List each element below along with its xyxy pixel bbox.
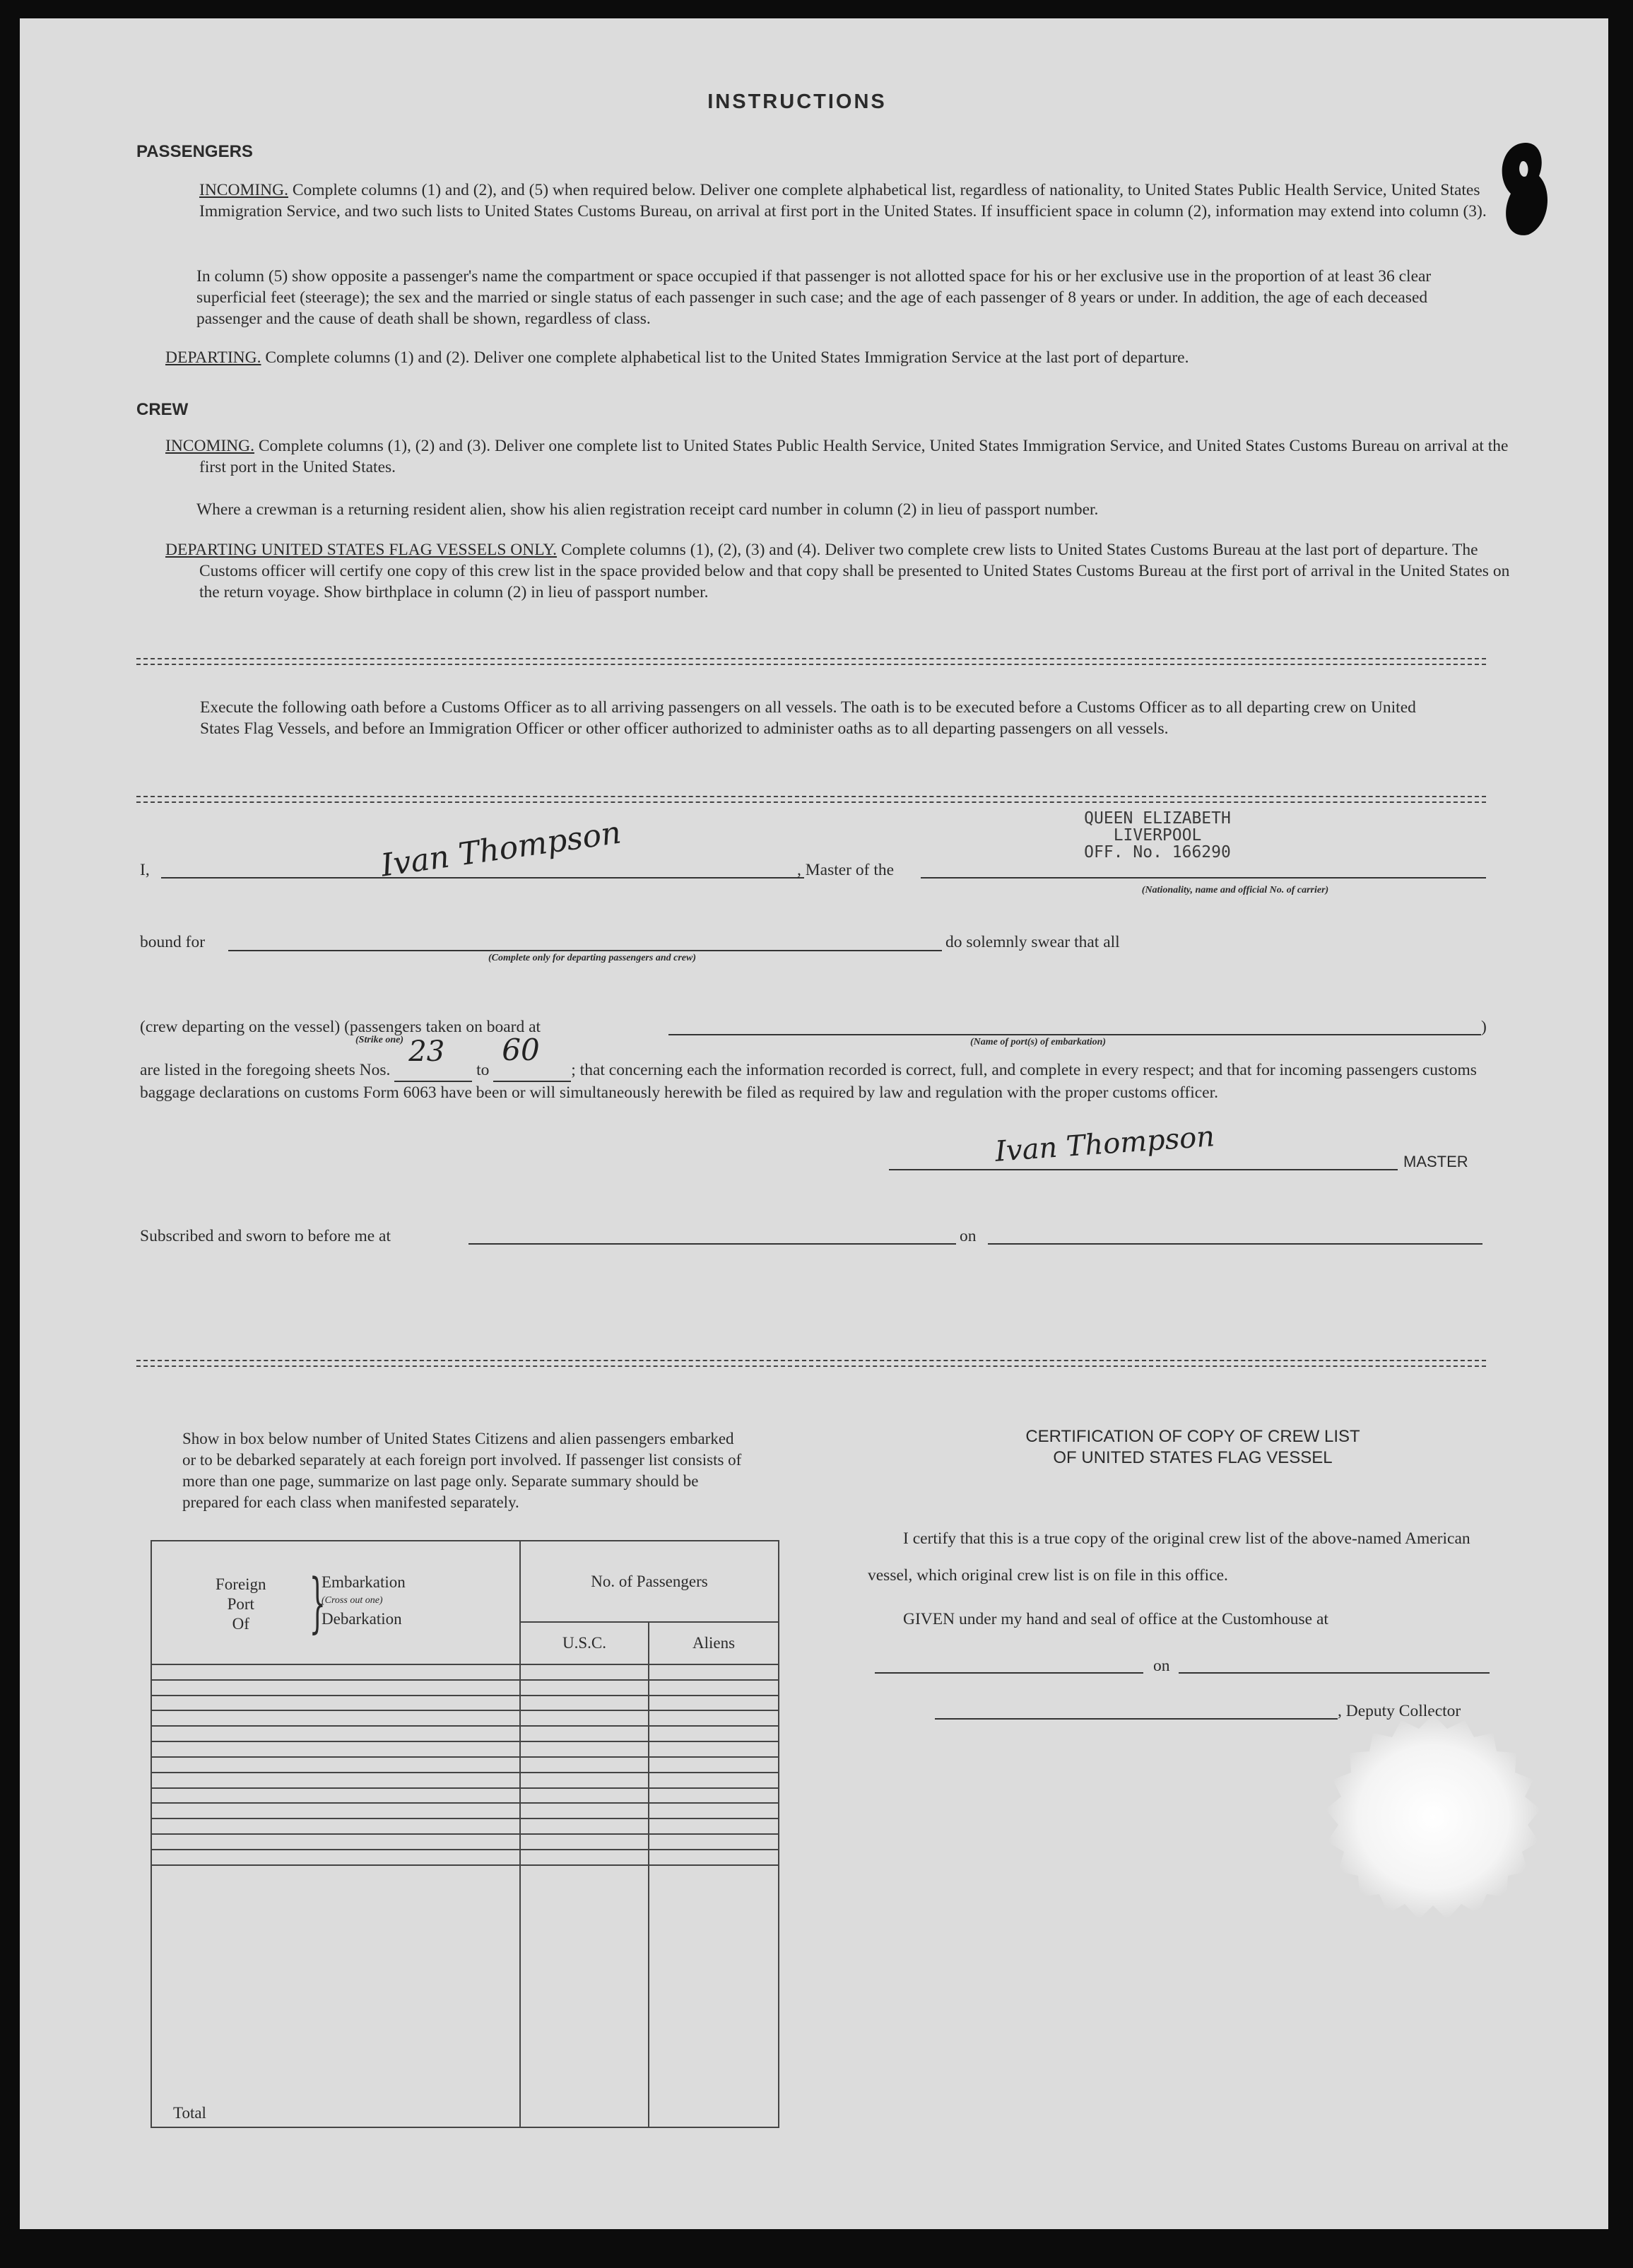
table-row	[151, 1710, 779, 1726]
crew-incoming-text: Complete columns (1), (2) and (3). Deliver one complete list to United States Public Health Service, United States Immigration Service, and United States Customs Bureau on arrival at the first port in the United States.	[199, 437, 1509, 476]
page-title: INSTRUCTIONS	[707, 90, 887, 113]
debarkation-label: Debarkation	[322, 1609, 402, 1628]
close-paren: )	[1481, 1018, 1487, 1036]
embarkation-label: Embarkation	[322, 1573, 406, 1591]
sheet-to-field	[493, 1033, 571, 1082]
brace-glyph: }	[309, 1564, 326, 1640]
table-row	[151, 1818, 779, 1834]
crew-alien-paragraph: Where a crewman is a returning resident alien, show his alien registration receipt card number in column (2) in lieu of passport number.	[196, 500, 1099, 519]
cross-out-caption: (Cross out one)	[322, 1594, 383, 1606]
sheet-from-value: 23	[408, 1035, 445, 1068]
embarkation-port-line	[668, 1034, 1481, 1035]
vessel-caption: (Nationality, name and official No. of carrier)	[1141, 885, 1329, 895]
table-row	[151, 1803, 779, 1818]
certification-on-label: on	[1153, 1657, 1170, 1675]
table-row	[151, 1726, 779, 1741]
subscribed-date-line	[988, 1243, 1482, 1245]
subscribed-on-label: on	[960, 1227, 977, 1245]
port-header-cell	[151, 1541, 520, 1664]
summary-instructions: Show in box below number of United States Citizens and alien passengers embarked or to be debarked separately at each foreign port involved. If passenger list consists of more than one page, summarize on last page only. Separate summary should be prepared for each class when manifested separately.	[182, 1430, 742, 1511]
master-signature-line	[889, 1169, 1398, 1170]
table-row	[151, 1834, 779, 1850]
deputy-collector-line	[935, 1718, 1338, 1720]
document-page	[20, 18, 1608, 2229]
bound-for-label: bound for	[140, 933, 206, 951]
vessel-stamp	[1051, 810, 1263, 861]
passengers-incoming-paragraph	[165, 180, 1514, 222]
sheet-to-value: 60	[502, 1033, 540, 1067]
table-row	[151, 1850, 779, 1865]
bound-for-caption: (Complete only for departing passengers and crew)	[488, 953, 696, 963]
oath-i-label: I,	[140, 861, 150, 879]
certification-place-line	[875, 1672, 1143, 1674]
crew-departing-label: DEPARTING UNITED STATES FLAG VESSELS ONLY.	[165, 541, 558, 559]
crew-incoming-paragraph	[165, 435, 1514, 478]
passengers-departing-label: DEPARTING.	[165, 348, 261, 367]
certification-title-line2: OF UNITED STATES FLAG VESSEL	[1053, 1448, 1333, 1467]
foreign-label: Foreign	[216, 1575, 266, 1593]
sheets-suffix: ; that concerning each the information recorded is correct, full, and complete in every respect; and that for incoming passengers customs baggage declarations on customs Form 6063 have been or will simultaneously herewith be filed as required by law and regulation with the proper customs officer.	[140, 1061, 1477, 1102]
table-row	[151, 1741, 779, 1757]
oath-divider	[136, 796, 1486, 803]
certification-date-line	[1179, 1672, 1490, 1674]
table-row	[151, 1664, 779, 1680]
table-row	[151, 1757, 779, 1773]
passenger-summary-table	[151, 1540, 779, 2128]
section-divider	[136, 658, 1486, 665]
master-of-label: , Master of the	[797, 861, 895, 879]
master-signature: Ivan Thompson	[379, 814, 624, 884]
passengers-column5-paragraph: In column (5) show opposite a passenger's name the compartment or space occupied if that passenger is not allotted space for his or her exclusive use in the proportion of at least 36 clear superficial feet (steerage); the sex and the married or single status of each passenger in such case; and the age of each passenger of 8 years or under. In addition, the age of each deceased passenger and the cause of death shall be shown, regardless of class.	[196, 267, 1432, 328]
table-row	[151, 1696, 779, 1711]
table-row	[151, 1788, 779, 1804]
of-label: Of	[232, 1614, 249, 1633]
foreign-port-of	[216, 1575, 266, 1634]
table-row	[151, 1773, 779, 1788]
crew-incoming-label: INCOMING.	[165, 437, 254, 455]
sheets-to-label: to	[476, 1061, 490, 1079]
no-of-passengers-header: No. of Passengers	[520, 1541, 779, 1622]
master-label: MASTER	[1403, 1153, 1468, 1170]
certification-given: GIVEN under my hand and seal of office at the Customhouse at	[903, 1610, 1328, 1628]
vessel-stamp-line3: OFF. No. 166290	[1084, 843, 1231, 862]
passengers-incoming-label: INCOMING.	[199, 181, 288, 199]
sheet-from-field	[394, 1035, 472, 1082]
master-signature-2: Ivan Thompson	[994, 1120, 1216, 1168]
bound-for-line	[228, 950, 942, 951]
subscribed-label: Subscribed and sworn to before me at	[140, 1227, 391, 1245]
crew-departing-text: Complete columns (1), (2), (3) and (4). Deliver two complete crew lists to United States Customs Bureau at the last port of departure. The Customs officer will certify one copy of this crew list in the space provided below and that copy shall be presented to United States Customs Bureau at the first port of arrival in the United States on the return voyage. Show birthplace in column (2) in lieu of passport number.	[199, 541, 1510, 601]
certification-text: I certify that this is a true copy of the original crew list of the above-named American vessel, which original crew list is on file in this office.	[868, 1529, 1470, 1585]
table-row	[151, 1680, 779, 1696]
swear-label: do solemnly swear that all	[945, 933, 1120, 951]
embark-debark-group	[322, 1573, 406, 1628]
embossed-seal-mark	[1306, 1708, 1560, 1948]
total-row	[151, 1865, 779, 2127]
vessel-stamp-line1: QUEEN ELIZABETH	[1084, 809, 1231, 828]
oath-intro-paragraph: Execute the following oath before a Customs Officer as to all arriving passengers on all vessels. The oath is to be executed before a Customs Officer as to all departing crew on United States Flag Vessels, and before an Immigration Officer or other officer authorized to administer oaths as to all departing passengers on all vessels.	[200, 698, 1416, 738]
crew-departing-label: (crew departing on the vessel) (passengers taken on board at	[140, 1018, 541, 1036]
certification-title	[910, 1426, 1475, 1469]
subscribed-place-line	[468, 1243, 956, 1245]
certification-title-line1: CERTIFICATION OF COPY OF CREW LIST	[1025, 1427, 1360, 1446]
vessel-stamp-line2: LIVERPOOL	[1113, 826, 1202, 845]
strike-caption: (Strike one)	[355, 1035, 404, 1045]
ports-caption: (Name of port(s) of embarkation)	[970, 1037, 1107, 1047]
total-label: Total	[151, 1865, 520, 2127]
passengers-incoming-text: Complete columns (1) and (2), and (5) when required below. Deliver one complete alphabetical list, regardless of nationality, to United States Public Health Service, United States Immigration Service, and two such lists to United States Customs Bureau, on arrival at first port in the United States. If insufficient space in column (2), information may extend into column (3).	[199, 181, 1487, 221]
passengers-departing-paragraph	[165, 347, 1480, 368]
passengers-departing-text: Complete columns (1) and (2). Deliver one complete alphabetical list to the United States Immigration Service at the last port of departure.	[265, 348, 1189, 367]
vessel-line	[921, 877, 1486, 879]
aliens-header: Aliens	[649, 1622, 779, 1664]
usc-header: U.S.C.	[520, 1622, 649, 1664]
passengers-heading: PASSENGERS	[136, 142, 253, 161]
deputy-collector-label: , Deputy Collector	[1338, 1702, 1461, 1720]
sheets-prefix: are listed in the foregoing sheets Nos.	[140, 1061, 391, 1079]
crew-departing-paragraph	[165, 539, 1514, 603]
port-label: Port	[227, 1594, 254, 1613]
crew-heading: CREW	[136, 400, 189, 419]
summary-divider	[136, 1360, 1486, 1367]
master-name-line	[161, 877, 804, 879]
